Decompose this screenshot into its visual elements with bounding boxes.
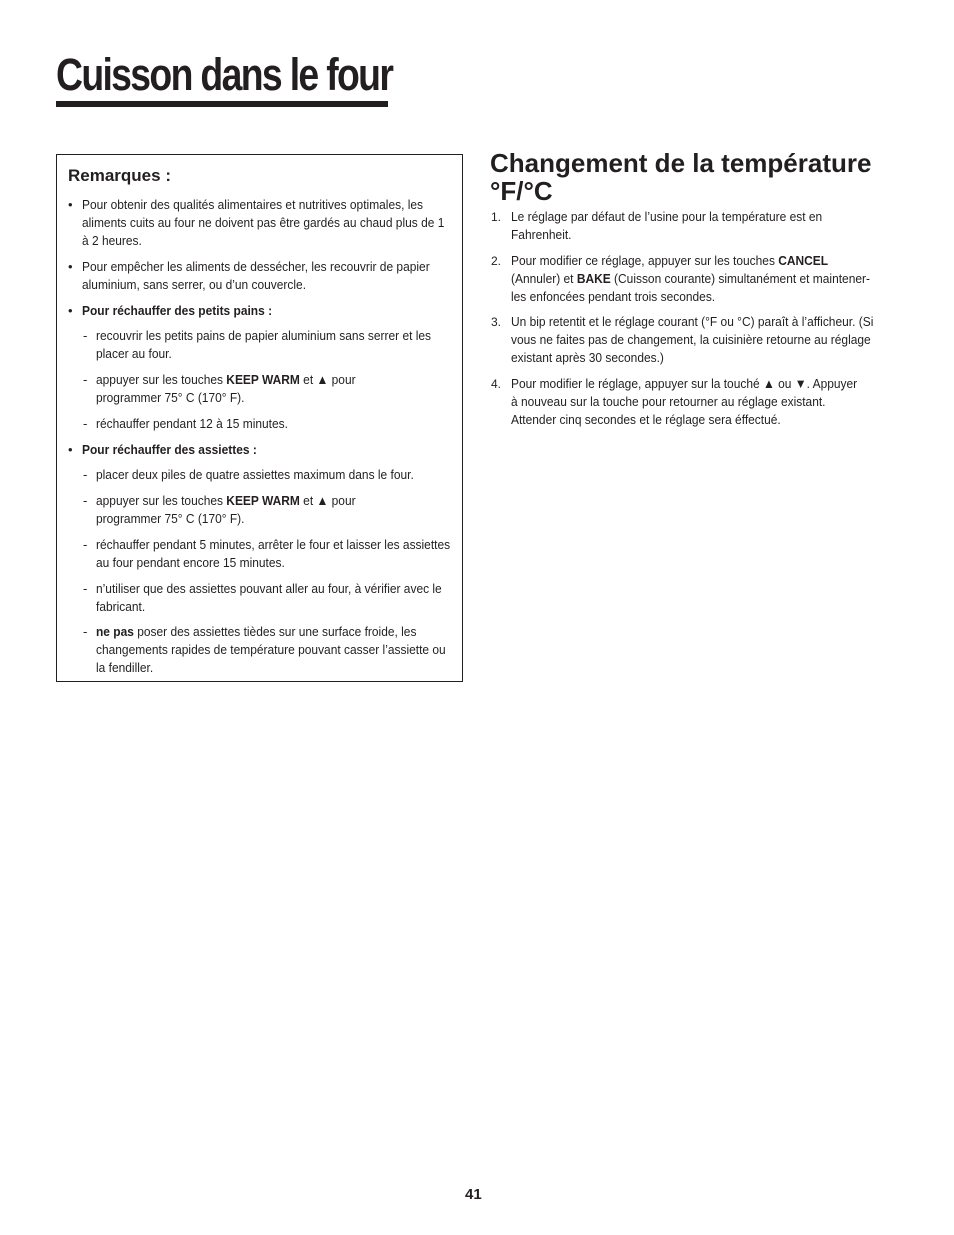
step-number: 2. [491, 254, 502, 268]
arrow-down-icon: ▼ [794, 376, 807, 391]
keep-warm-key: KEEP WARM [226, 493, 300, 508]
dash-marker: - [83, 624, 88, 639]
arrow-up-icon: ▲ [316, 372, 329, 387]
arrow-up-icon: ▲ [762, 376, 775, 391]
plates-step-3: réchauffer pendant 5 minutes, arrêter le four et laisser les assiettes au four pendant encore 15 minutes. [96, 537, 451, 570]
temperature-heading: Changement de la température °F/°C [490, 148, 872, 206]
bullet-marker: • [68, 303, 73, 318]
dash-marker: - [83, 581, 88, 596]
dash-marker: - [83, 467, 88, 482]
bullet-marker: • [68, 442, 73, 457]
note-bullet-4: Pour réchauffer des assiettes : [82, 442, 257, 457]
temperature-step-2: Pour modifier ce réglage, appuyer sur les touches CANCEL (Annuler) et BAKE (Cuisson courante) simultanément et maintener-les enfoncées pendant trois secondes. [511, 253, 870, 304]
step-number: 3. [491, 315, 502, 329]
rolls-step-1: recouvrir les petits pains de papier aluminium sans serrer et les placer au four. [96, 328, 432, 361]
dash-marker: - [83, 493, 88, 508]
plates-step-4: n’utiliser que des assiettes pouvant aller au four, à vérifier avec le fabricant. [96, 581, 442, 614]
bullet-marker: • [68, 197, 73, 212]
plates-step-1: placer deux piles de quatre assiettes maximum dans le four. [96, 467, 414, 482]
title-underline [56, 101, 388, 107]
page-number: 41 [465, 1186, 482, 1203]
note-bullet-3: Pour réchauffer des petits pains : [82, 303, 273, 318]
dash-marker: - [83, 328, 88, 343]
dash-marker: - [83, 372, 88, 387]
dash-marker: - [83, 537, 88, 552]
arrow-up-icon: ▲ [316, 493, 329, 508]
plates-step-5: ne pas poser des assiettes tièdes sur une surface froide, les changements rapides de température pouvant casser l’assiette ou la fendiller. [96, 624, 446, 675]
step-number: 4. [491, 377, 502, 391]
note-bullet-2: Pour empêcher les aliments de dessécher, les recouvrir de papier aluminium, sans serrer, ou d’un couvercle. [82, 259, 430, 292]
rolls-step-2: appuyer sur les touches KEEP WARM et ▲ pour programmer 75° C (170° F). [96, 372, 356, 405]
keep-warm-key: KEEP WARM [226, 372, 300, 387]
dash-marker: - [83, 416, 88, 431]
step-number: 1. [491, 210, 502, 224]
plates-step-2: appuyer sur les touches KEEP WARM et ▲ pour programmer 75° C (170° F). [96, 493, 356, 526]
note-bullet-1: Pour obtenir des qualités alimentaires et nutritives optimales, les aliments cuits au four ne doivent pas être gardés au chaud plus de 1 à 2 heures. [82, 197, 445, 248]
temperature-step-3: Un bip retentit et le réglage courant (°F ou °C) paraît à l’afficheur. (Si vous ne faites pas de changement, la cuisinière retourne au réglage existant après 30 secondes.) [511, 314, 874, 365]
rolls-step-3: réchauffer pendant 12 à 15 minutes. [96, 416, 288, 431]
bake-key: BAKE [576, 271, 611, 286]
temperature-step-1: Le réglage par défaut de l’usine pour la température est en Fahrenheit. [511, 209, 823, 242]
temperature-step-4: Pour modifier le réglage, appuyer sur la touché ▲ ou ▼. Appuyer à nouveau sur la touche pour retourner au réglage existant. Attender cinq secondes et le réglage sera éffectué. [511, 376, 858, 427]
notes-heading: Remarques : [68, 166, 171, 185]
bullet-marker: • [68, 259, 73, 274]
page-title: Cuisson dans le four [56, 49, 393, 100]
cancel-key: CANCEL [778, 253, 829, 268]
